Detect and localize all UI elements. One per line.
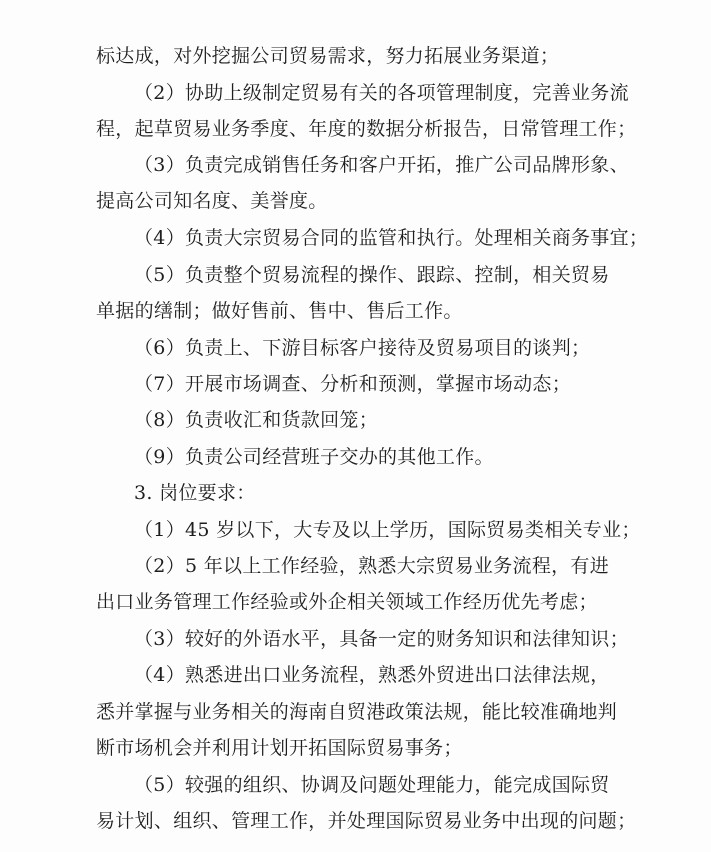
text-line: 程，起草贸易业务季度、年度的数据分析报告，日常管理工作； [96, 118, 637, 140]
text-line: （7）开展市场调查、分析和预测，掌握市场动态； [134, 373, 571, 395]
text-line: （2）5 年以上工作经验，熟悉大宗贸易业务流程，有进 [134, 555, 610, 577]
text-line: （5）较强的组织、协调及问题处理能力，能完成国际贸 [134, 774, 610, 796]
text-line: （2）协助上级制定贸易有关的各项管理制度，完善业务流 [134, 82, 629, 104]
text-line: 断市场机会并利用计划开拓国际贸易事务； [96, 737, 463, 759]
text-line: （6）负责上、下游目标客户接待及贸易项目的谈判； [134, 337, 591, 359]
text-line: （3）负责完成销售任务和客户开拓，推广公司品牌形象、 [134, 154, 629, 176]
text-line: 易计划、组织、管理工作，并处理国际贸易业务中出现的问题； [96, 810, 637, 832]
text-line: （4）负责大宗贸易合同的监管和执行。处理相关商务事宜； [134, 227, 649, 249]
text-line: （9）负责公司经营班子交办的其他工作。 [134, 446, 494, 468]
text-line: 悉并掌握与业务相关的海南自贸港政策法规，能比较准确地判 [96, 701, 618, 723]
text-line: （4）熟悉进出口业务流程，熟悉外贸进出口法律法规， [134, 664, 610, 686]
text-line: 提高公司知名度、美誉度。 [96, 190, 328, 212]
text-line: 单据的缮制；做好售前、售中、售后工作。 [96, 300, 463, 322]
section-heading: 3. 岗位要求： [134, 482, 256, 504]
text-line: （5）负责整个贸易流程的操作、跟踪、控制，相关贸易 [134, 264, 610, 286]
text-line: （8）负责收汇和货款回笼； [134, 409, 378, 431]
text-line: （3）较好的外语水平，具备一定的财务知识和法律知识； [134, 628, 629, 650]
text-line: （1）45 岁以下，大专及以上学历，国际贸易类相关专业； [134, 519, 641, 541]
text-line: 标达成，对外挖掘公司贸易需求，努力拓展业务渠道； [96, 45, 560, 67]
text-line: 出口业务管理工作经验或外企相关领域工作经历优先考虑； [96, 591, 598, 613]
